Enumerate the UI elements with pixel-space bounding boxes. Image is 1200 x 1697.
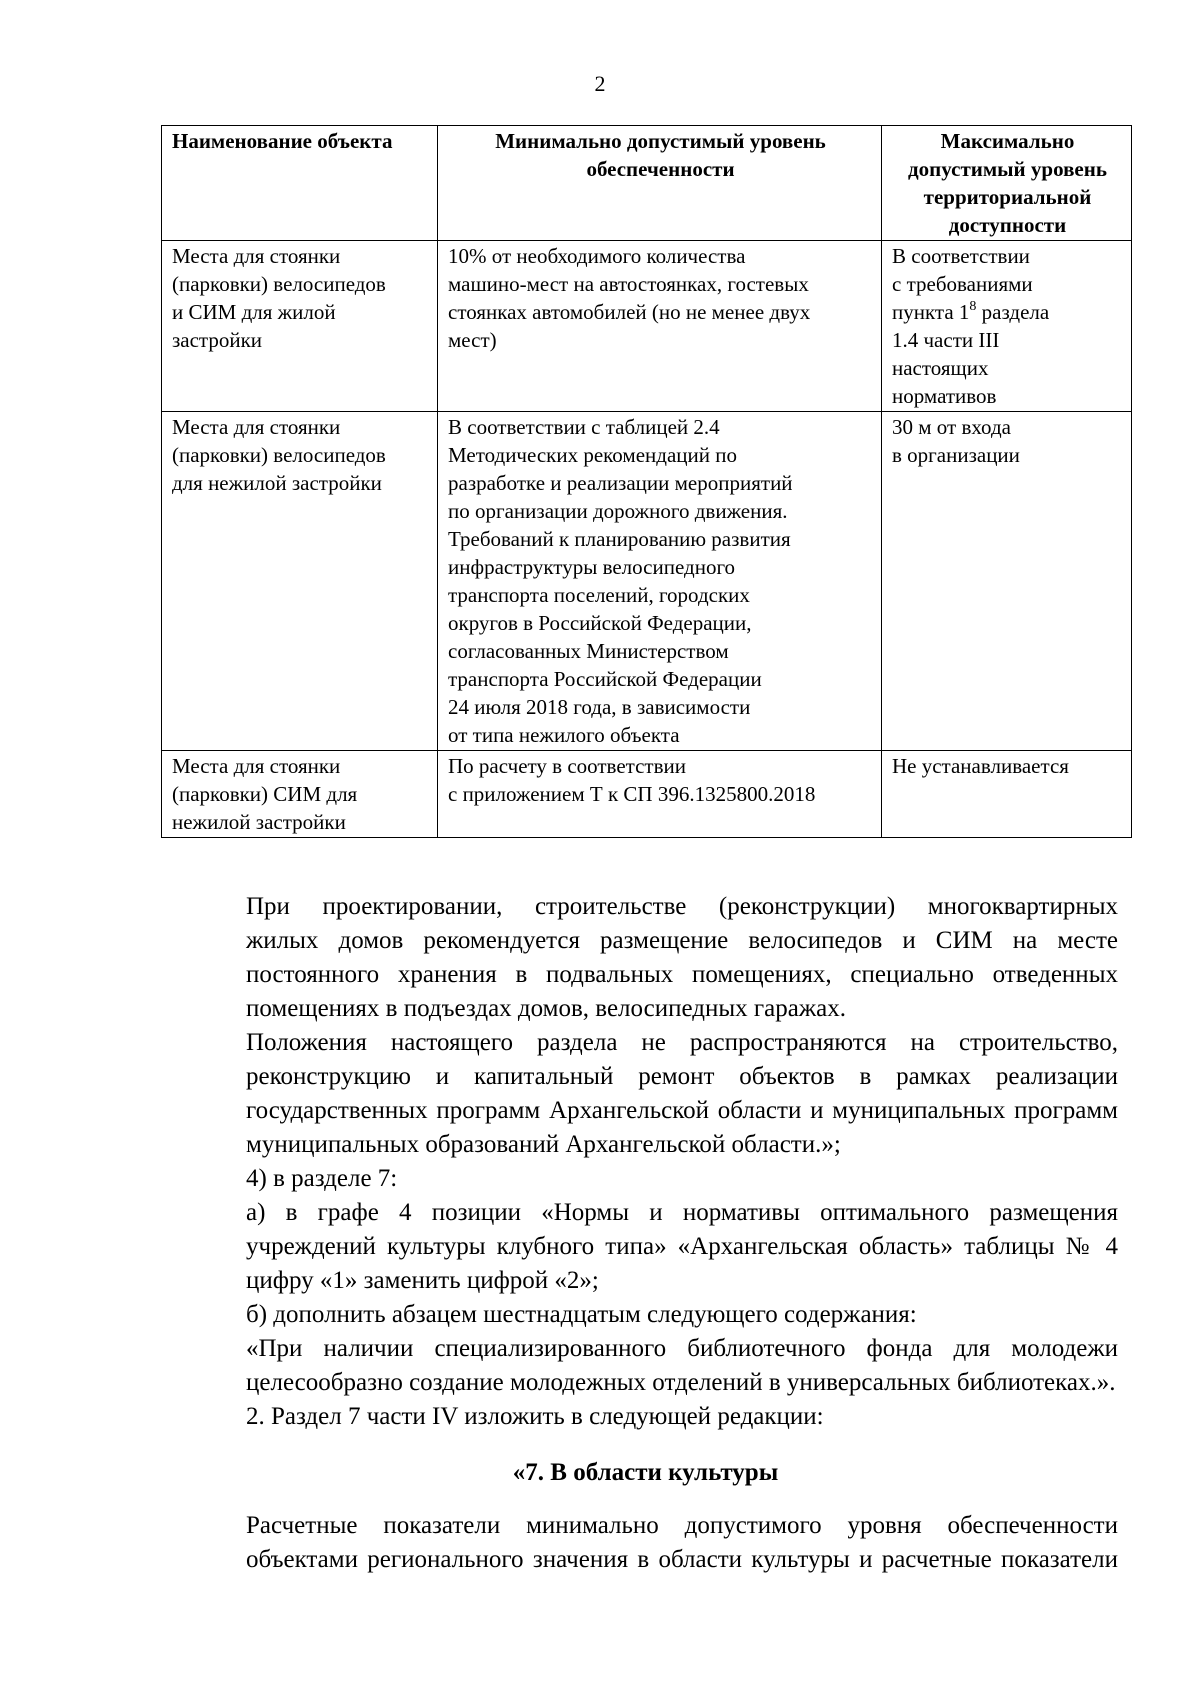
row1-min-level [438, 241, 882, 412]
table-row [162, 241, 1132, 412]
cell-line: инфраструктуры велосипедного [448, 555, 736, 579]
cell-line: по организации дорожного движения. [448, 499, 788, 523]
cell-line: стоянках автомобилей (но не менее двух [448, 300, 811, 324]
cell-line: округов в Российской Федерации, [448, 611, 752, 635]
cell-line: 10% от необходимого количества [448, 244, 746, 268]
text-line: объектами регионального значения в области культуры и расчетные показатели [246, 1546, 1118, 1573]
cell-line: (парковки) СИМ для [172, 782, 358, 806]
text-line: а) в графе 4 позиции «Нормы и нормативы оптимального размещения [246, 1199, 1118, 1226]
cell-line: и СИМ для жилой [172, 300, 336, 324]
clause-superscript: 8 [969, 299, 977, 314]
text-line: Расчетные показатели минимально допустимого уровня обеспеченности [246, 1512, 1118, 1539]
row1-max-access [882, 241, 1132, 412]
row2-max-access [882, 412, 1132, 751]
cell-line: (парковки) велосипедов [172, 443, 386, 467]
cell-line: в организации [892, 443, 1020, 467]
cell-line: Места для стоянки [172, 415, 341, 439]
cell-line: 24 июля 2018 года, в зависимости [448, 695, 751, 719]
cell-line: настоящих [892, 356, 989, 380]
text-line: муниципальных образований Архангельской области.»; [246, 1131, 841, 1158]
paragraph-section-2 [173, 1400, 1118, 1434]
text-line: учреждений культуры клубного типа» «Архангельская область» таблицы № 4 [246, 1233, 1118, 1260]
cell-line: транспорта поселений, городских [448, 583, 750, 607]
cell-line: согласованных Министерством [448, 639, 729, 663]
cell-line-with-superscript [892, 298, 1123, 326]
cell-line: от типа нежилого объекта [448, 723, 680, 747]
text-line: 4) в разделе 7: [246, 1165, 398, 1192]
table-row [162, 751, 1132, 838]
cell-line: мест) [448, 328, 497, 352]
cell-line: Требований к планированию развития [448, 527, 791, 551]
paragraph-item-a [173, 1196, 1118, 1298]
cell-line: для нежилой застройки [172, 471, 382, 495]
paragraph-bicycle-storage [173, 890, 1118, 1026]
cell-line: (парковки) велосипедов [172, 272, 386, 296]
cell-line: Не устанавливается [892, 754, 1069, 778]
norms-table [161, 125, 1132, 838]
paragraph-section-7 [173, 1162, 1118, 1196]
row2-min-level [438, 412, 882, 751]
paragraph-indicators [173, 1509, 1118, 1577]
text-line: помещениях в подъездах домов, велосипедных гаражах. [246, 995, 846, 1022]
row2-object-name [162, 412, 438, 751]
cell-line: транспорта Российской Федерации [448, 667, 762, 691]
header-min-level: Минимально допустимый уровень обеспеченности [438, 126, 882, 241]
clause-ref-text: раздела [976, 300, 1050, 324]
cell-line: разработке и реализации мероприятий [448, 471, 793, 495]
paragraph-exclusions [173, 1026, 1118, 1162]
cell-line: 30 м от входа [892, 415, 1011, 439]
text-line: целесообразно создание молодежных отделений в универсальных библиотеках.». [246, 1369, 1116, 1396]
row3-max-access [882, 751, 1132, 838]
cell-line: В соответствии с таблицей 2.4 [448, 415, 720, 439]
text-line: реконструкцию и капитальный ремонт объектов в рамках реализации [246, 1063, 1118, 1090]
paragraph-library-quote [173, 1332, 1118, 1400]
text-line: государственных программ Архангельской области и муниципальных программ [246, 1097, 1118, 1124]
text-line: При проектировании, строительстве (реконструкции) многоквартирных [246, 893, 1118, 920]
cell-line: Места для стоянки [172, 244, 341, 268]
cell-line: Места для стоянки [172, 754, 341, 778]
paragraph-item-b [173, 1298, 1118, 1332]
text-line: Положения настоящего раздела не распространяются на строительство, [246, 1029, 1118, 1056]
cell-line: машино-мест на автостоянках, гостевых [448, 272, 809, 296]
table-row [162, 412, 1132, 751]
header-max-access: Максимально допустимый уровень территориальной доступности [882, 126, 1132, 241]
cell-line: Методических рекомендаций по [448, 443, 737, 467]
header-object-name: Наименование объекта [162, 126, 438, 241]
body-text [173, 890, 1118, 1577]
table-header-row [162, 126, 1132, 241]
clause-ref-text: пункта 1 [892, 300, 970, 324]
cell-line: нормативов [892, 384, 997, 408]
row1-object-name [162, 241, 438, 412]
cell-line: с требованиями [892, 272, 1033, 296]
cell-line: По расчету в соответствии [448, 754, 686, 778]
cell-line: застройки [172, 328, 263, 352]
cell-line: 1.4 части III [892, 328, 1000, 352]
text-line: жилых домов рекомендуется размещение велосипедов и СИМ на месте [246, 927, 1118, 954]
cell-line: нежилой застройки [172, 810, 346, 834]
page-number: 2 [594, 71, 606, 96]
section-heading: «7. В области культуры [512, 1459, 779, 1486]
text-line: постоянного хранения в подвальных помещениях, специально отведенных [246, 961, 1118, 988]
row3-min-level [438, 751, 882, 838]
cell-line: с приложением Т к СП 396.1325800.2018 [448, 782, 816, 806]
row3-object-name [162, 751, 438, 838]
cell-line: В соответствии [892, 244, 1030, 268]
text-line: цифру «1» заменить цифрой «2»; [246, 1267, 599, 1294]
text-line: 2. Раздел 7 части IV изложить в следующей редакции: [246, 1403, 824, 1430]
text-line: «При наличии специализированного библиотечного фонда для молодежи [246, 1335, 1118, 1362]
text-line: б) дополнить абзацем шестнадцатым следующего содержания: [246, 1301, 917, 1328]
